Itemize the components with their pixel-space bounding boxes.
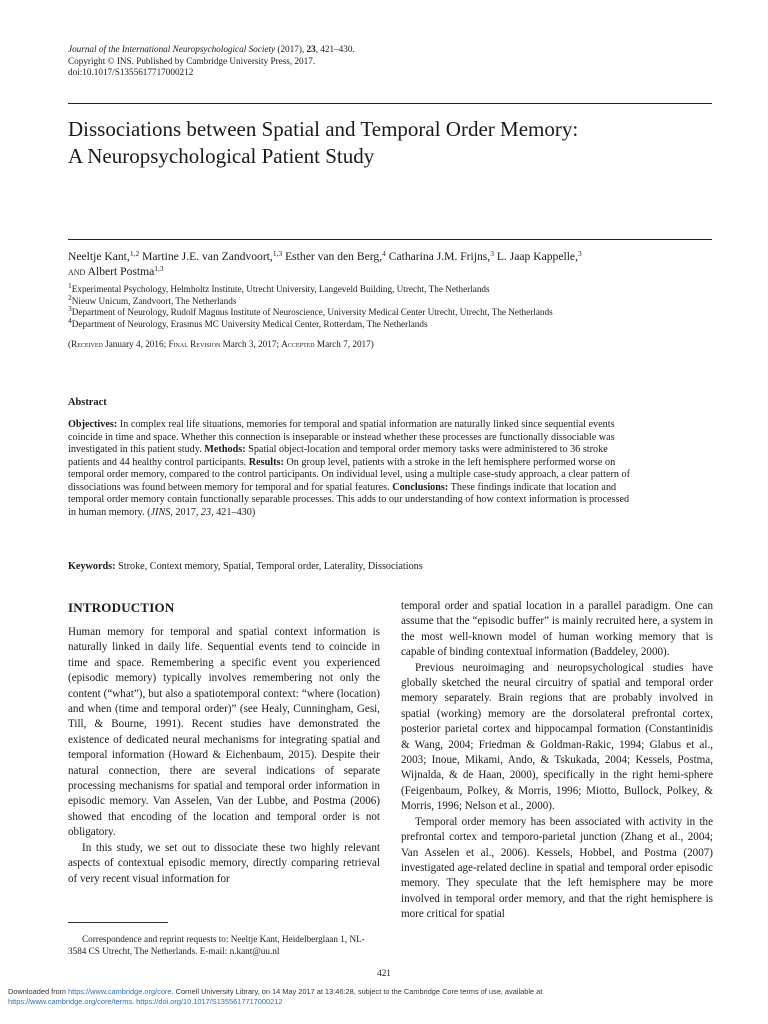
right-column [401, 599, 713, 923]
footnote-rule [68, 922, 168, 923]
affiliation-2: $^2$Nieuw Unicum, Zandvoort, The Netherlands [68, 292, 237, 306]
affiliation-4: $^4$Department of Neurology, Erasmus MC University Medical Center, Rotterdam, The Netherlands [68, 315, 428, 329]
download-notice: Downloaded from https://www.cambridge.org/core. Cornell University Library, on 14 May 2017 at 13:46:28, subject to the Cambridge Core terms of use, available at https://www.cambridge.org/core/terms. https://doi.org/10.1017/S1355617717000212 [8, 987, 543, 1006]
affiliation-3: $^3$Department of Neurology, Rudolf Magnus Institute of Neuroscience, University Medical Center Utrecht, Utrecht, The Netherlands [68, 304, 553, 317]
intro-paragraph-4: Previous neuroimaging and neuropsychological studies have globally sketched the neural circuitry of spatial and temporal order memory separately. Brain regions that are probably involved in spatial (working) memory are the dorsolateral prefrontal cortex, posterior parietal cortex and hippocampal formation (Constantinidis & Wang, 2004; Friedman & Goldman-Rakic, 1994; Glabus et al., 2003; Inoue, Mikami, Ando, & Tskukada, 2004; Kessels, Postma, Wijnalda, & de Haan, 2000), specifically in the right hemi-sphere (Feigenbaum, Polkey, & Morris, 1996; Miotto, Bullock, Polkey, & Morris, 1996; Nelson et al., 2000). [401, 661, 713, 813]
doi-link[interactable]: https://doi.org/10.1017/S1355617717000212 [136, 996, 283, 1006]
submission-dates: (Received January 4, 2016; Final Revision March 3, 2017; Accepted March 7, 2017) [68, 339, 374, 349]
author-line-1: Neeltje Kant,$^{1,2}$ Martine J.E. van Zandvoort,$^{1,3}$ Esther van den Berg,$^4$ Catharina J.M. Frijns,$^3$ L. Jaap Kappelle,$^3$ [68, 249, 582, 263]
journal-header [68, 44, 708, 79]
intro-paragraph-5: Temporal order memory has been associated with activity in the prefrontal cortex and temporo-parietal junction (Zhang et al., 2004; Van Asselen et al., 2006). Kessels, Hobbel, and Postma (2007) investigated age-related decline in spatial and temporal order episodic memory. They speculate that the left hemisphere may be more involved in temporal order memory, and that the right hemisphere is more critical for spatial [401, 815, 713, 921]
keywords: Keywords: Stroke, Context memory, Spatial, Temporal order, Laterality, Dissociations [68, 561, 423, 572]
author-line-2: and Albert Postma$^{1,3}$ [68, 263, 164, 278]
title-rule [68, 239, 712, 240]
author-list [68, 250, 718, 279]
intro-paragraph-1: Human memory for temporal and spatial context information is naturally linked in daily life. Sequential events tend to coincide in time and space. Remembering a specific event you experienced (episodic memory) typically involves remembering not only the content (“what”), but also a spatiotemporal context: “where (location) and when (time and temporal order)” (see Healy, Cunningham, Gesi, Till, & Bourne, 1991). Recent studies have demonstrated the existence of dedicated neural mechanisms for integrating spatial and temporal information (Howard & Eichenbaum, 2015). Despite their natural connection, there are several indications of separate processing mechanisms for spatial and temporal order information in episodic memory. Van Asselen, Van der Lubbe, and Postma (2006) showed that encoding of the location and temporal order is not obligatory. [68, 626, 380, 839]
affiliations [68, 281, 718, 330]
header-rule [68, 103, 712, 104]
left-column [68, 625, 380, 887]
doi-line: doi:10.1017/S1355617717000212 [68, 67, 194, 78]
journal-volume: 23 [306, 44, 316, 54]
article-title: Dissociations between Spatial and Temporal Order Memory: A Neuropsychological Patient Study [68, 117, 579, 168]
copyright-line: Copyright © INS. Published by Cambridge University Press, 2017. [68, 55, 316, 66]
correspondence-footnote: Correspondence and reprint requests to: Neeltje Kant, Heidelberglaan 1, NL-3584 CS Utrecht, The Netherlands. E-mail: n.kant@uu.nl [68, 934, 365, 956]
journal-name: Journal of the International Neuropsychological Society [68, 44, 276, 54]
terms-link[interactable]: https://www.cambridge.org/core/terms [8, 996, 133, 1006]
affiliation-1: $^1$Experimental Psychology, Helmholtz Institute, Utrecht University, Langeveld Building, Utrecht, The Netherlands [68, 281, 490, 294]
abstract-body: Objectives: In complex real life situations, memories for temporal and spatial information are naturally linked since sequential events coincide in time and space. Whether this connection is inseparable or instead whether these processes are functionally dissociable was investigated in this patient study. Methods: Spatial object-location and temporal order memory tasks were administered to 36 stroke patients and 44 healthy control participants. Results: On group level, patients with a stroke in the left hemisphere performed worse on temporal order memory, compared to the control participants. On individual level, using a multiple case-study approach, a clear pattern of dissociations was found between memory for temporal and for spatial features. Conclusions: These findings indicate that location and temporal order memory contain functionally separable processes. This adds to our understanding of how context information is processed in human memory. (JINS, 2017, 23, 421–430) [68, 419, 631, 518]
abstract-heading: Abstract [68, 397, 107, 408]
intro-paragraph-3: temporal order and spatial location in a parallel paradigm. One can assume that the “episodic buffer” is mainly recruited here, a system in the most well-known model of human working memory that is capable of binding contextual information (Baddeley, 2000). [401, 600, 713, 659]
intro-paragraph-2: In this study, we set out to dissociate these two highly relevant aspects of contextual episodic memory, directly comparing retrieval of very recent visual information for [68, 841, 380, 885]
cambridge-core-link[interactable]: https://www.cambridge.org/core [67, 987, 172, 996]
journal-citation: Journal of the International Neuropsychological Society (2017), 23, 421–430. [68, 44, 355, 54]
introduction-heading: INTRODUCTION [68, 600, 175, 615]
page-number: 421 [377, 968, 391, 978]
